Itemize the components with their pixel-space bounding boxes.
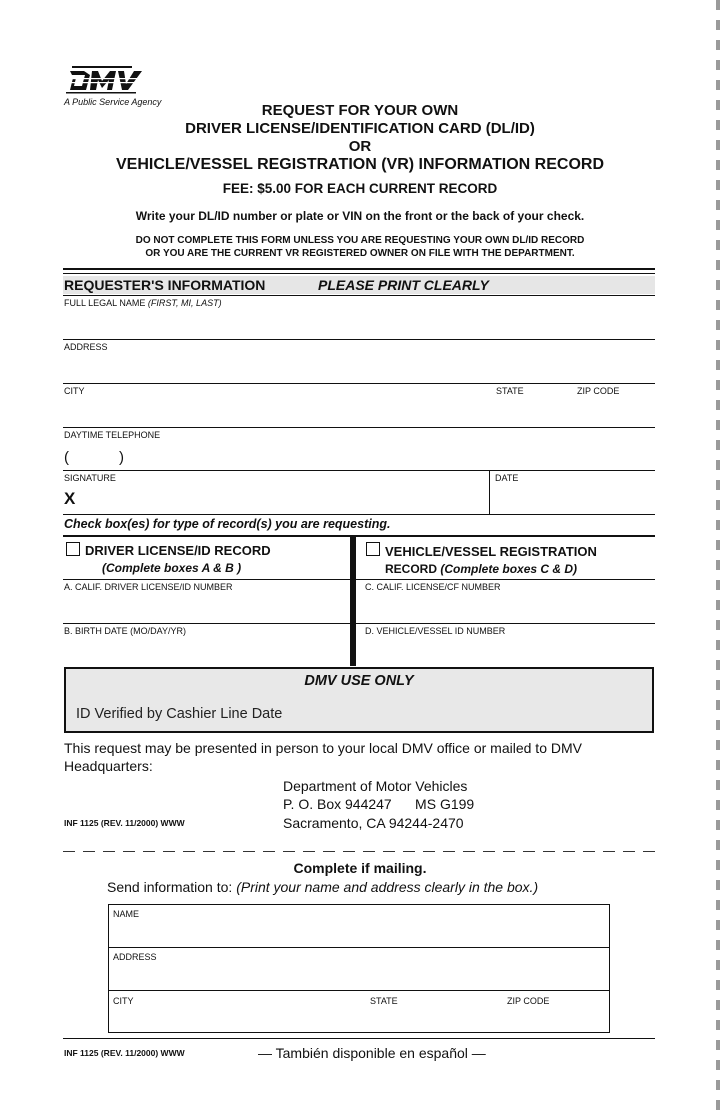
check-instruction: Write your DL/ID number or plate or VIN on the front or the back of your check. — [135, 209, 585, 223]
dmv-use-only-title: DMV USE ONLY — [304, 673, 414, 689]
zip-field[interactable] — [575, 398, 655, 426]
warning-text — [0, 234, 720, 260]
field-d-label: D. VEHICLE/VESSEL ID NUMBER — [365, 626, 506, 636]
dl-record-checkbox[interactable] — [66, 542, 80, 556]
vr-record-subtitle: RECORD (Complete boxes C & D) — [385, 562, 578, 576]
form-title-line2: DRIVER LICENSE/IDENTIFICATION CARD (DL/ID) — [185, 120, 535, 137]
phone-label: DAYTIME TELEPHONE — [64, 430, 161, 440]
spanish-availability: — También disponible en español — — [258, 1045, 486, 1061]
field-c-label: C. CALIF. LICENSE/CF NUMBER — [365, 582, 501, 592]
agency-tagline: A Public Service Agency — [64, 97, 162, 107]
vr-record-title: VEHICLE/VESSEL REGISTRATION — [385, 544, 597, 559]
field-b-label: B. BIRTH DATE (MO/DAY/YR) — [64, 626, 187, 636]
divider — [108, 947, 610, 948]
license-cf-number-field[interactable] — [356, 594, 655, 622]
mail-address-field[interactable] — [109, 964, 609, 990]
form-id: INF 1125 (REV. 11/2000) WWW — [64, 818, 185, 828]
mailing-title: Complete if mailing. — [293, 860, 427, 876]
dmv-address-line1: Department of Motor Vehicles — [283, 778, 468, 794]
date-label: DATE — [495, 473, 519, 483]
city-label: CITY — [64, 386, 85, 396]
divider — [63, 470, 655, 471]
vehicle-id-field[interactable] — [356, 638, 655, 664]
birth-date-field[interactable] — [63, 638, 350, 664]
mail-city-label: CITY — [113, 996, 134, 1006]
divider — [63, 623, 350, 624]
requester-section-subtitle: PLEASE PRINT CLEARLY — [318, 277, 489, 293]
dmv-address-line3: Sacramento, CA 94244-2470 — [283, 815, 464, 831]
dl-record-title: DRIVER LICENSE/ID RECORD — [85, 543, 271, 558]
divider — [356, 579, 655, 580]
field-a-label: A. CALIF. DRIVER LICENSE/ID NUMBER — [64, 582, 233, 592]
mail-state-label: STATE — [370, 996, 398, 1006]
divider — [63, 1038, 655, 1039]
send-instruction: Send information to: (Print your name and address clearly in the box.) — [107, 879, 539, 895]
submission-text-line1: This request may be presented in person to your local DMV office or mailed to DMV — [64, 740, 582, 756]
mail-state-field[interactable] — [366, 1008, 496, 1032]
divider — [63, 295, 655, 296]
divider — [63, 579, 350, 580]
dmv-address-line2: P. O. Box 944247 MS G199 — [283, 796, 475, 812]
divider — [63, 535, 655, 537]
footer-form-id: INF 1125 (REV. 11/2000) WWW — [64, 1048, 185, 1058]
cut-line — [63, 851, 655, 852]
state-field[interactable] — [494, 398, 570, 426]
warning-line2: OR YOU ARE THE CURRENT VR REGISTERED OWNER ON FILE WITH THE DEPARTMENT. — [145, 248, 575, 259]
requester-section-title: REQUESTER'S INFORMATION — [64, 277, 266, 293]
mail-name-label: NAME — [113, 909, 140, 919]
fee-text: FEE: $5.00 FOR EACH CURRENT RECORD — [222, 181, 498, 196]
mail-name-field[interactable] — [109, 921, 609, 947]
divider — [356, 623, 655, 624]
city-field[interactable] — [63, 398, 483, 426]
divider — [63, 268, 655, 270]
date-field[interactable] — [490, 485, 655, 513]
mail-zip-field[interactable] — [503, 1008, 609, 1032]
full-name-label: FULL LEGAL NAME (FIRST, MI, LAST) — [64, 298, 222, 308]
divider — [63, 427, 655, 428]
zip-label: ZIP CODE — [577, 386, 620, 396]
mail-zip-label: ZIP CODE — [507, 996, 550, 1006]
form-title-line3: OR — [348, 138, 372, 155]
dmv-use-only-line: ID Verified by Cashier Line Date — [76, 706, 283, 722]
divider — [63, 514, 655, 515]
record-type-instruction: Check box(es) for type of record(s) you are requesting. — [64, 517, 391, 531]
address-field[interactable] — [63, 354, 655, 382]
signature-field[interactable]: X — [64, 489, 76, 508]
warning-line1: DO NOT COMPLETE THIS FORM UNLESS YOU ARE REQUESTING YOUR OWN DL/ID RECORD — [135, 235, 585, 246]
dmv-use-only-box — [64, 667, 654, 733]
mail-address-label: ADDRESS — [113, 952, 157, 962]
form-title-line1: REQUEST FOR YOUR OWN — [261, 102, 459, 119]
submission-text-line2: Headquarters: — [64, 758, 153, 774]
divider — [63, 383, 655, 384]
vr-record-checkbox[interactable] — [366, 542, 380, 556]
phone-field[interactable]: ( ) — [64, 449, 124, 466]
address-label: ADDRESS — [64, 342, 108, 352]
signature-label: SIGNATURE — [64, 473, 116, 483]
divider — [108, 990, 610, 991]
dl-record-subtitle: (Complete boxes A & B ) — [102, 561, 242, 575]
divider — [63, 339, 655, 340]
dmv-logo — [64, 66, 146, 96]
form-title-line4: VEHICLE/VESSEL REGISTRATION (VR) INFORMATION RECORD — [115, 156, 605, 173]
dl-number-field[interactable] — [63, 594, 350, 622]
mail-city-field[interactable] — [109, 1008, 359, 1032]
state-label: STATE — [496, 386, 524, 396]
divider — [63, 273, 655, 274]
full-name-field[interactable] — [63, 310, 655, 338]
